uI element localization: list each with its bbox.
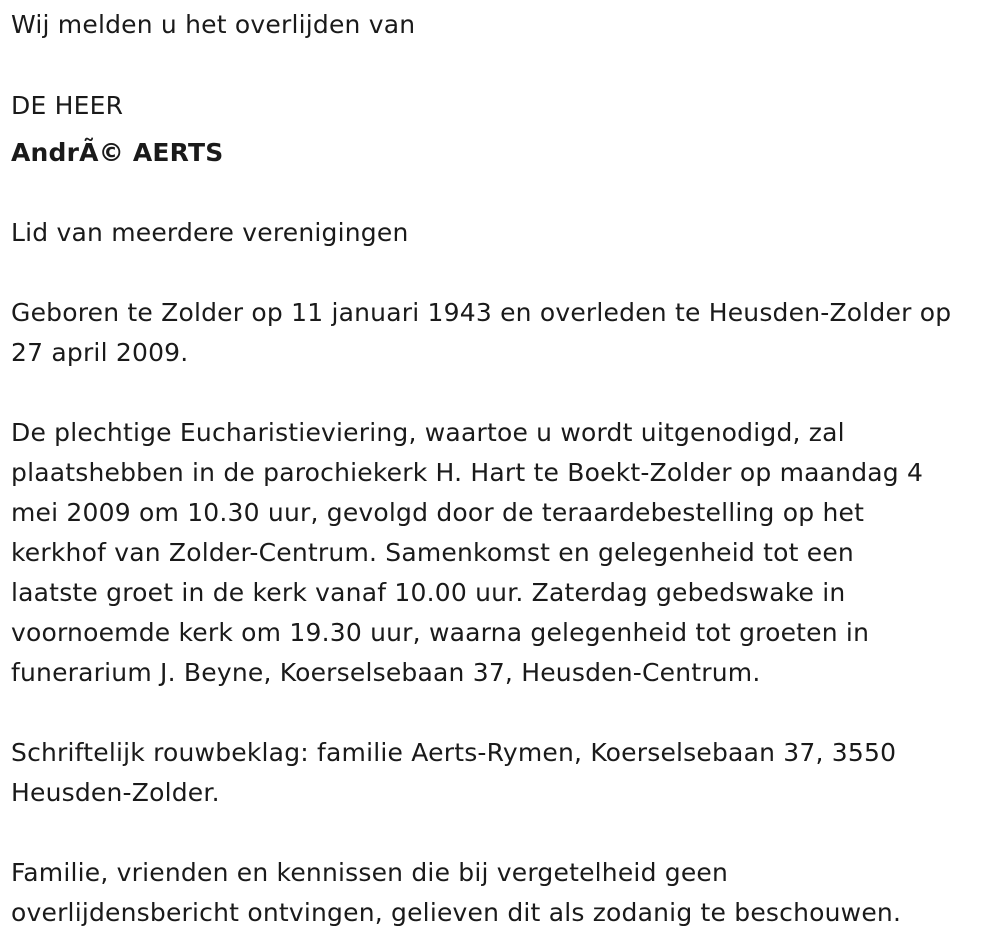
condolences-line: Schriftelijk rouwbeklag: familie Aerts-Rymen, Koerselsebaan 37, 3550: [11, 738, 897, 767]
ceremony-line: mei 2009 om 10.30 uur, gevolgd door de teraardebestelling op het: [11, 498, 865, 527]
intro-text: Wij melden u het overlijden van: [11, 10, 416, 39]
condolences-line: Heusden-Zolder.: [11, 778, 220, 807]
ceremony-line: De plechtige Eucharistieviering, waartoe u wordt uitgenodigd, zal: [11, 418, 845, 447]
ceremony-line: plaatshebben in de parochiekerk H. Hart te Boekt-Zolder op maandag 4: [11, 458, 924, 487]
title-text: DE HEER: [11, 91, 124, 120]
ceremony-line: voornoemde kerk om 19.30 uur, waarna gelegenheid tot groeten in: [11, 618, 870, 647]
ceremony-line: kerkhof van Zolder-Centrum. Samenkomst en gelegenheid tot een: [11, 538, 854, 567]
closing-line: overlijdensbericht ontvingen, gelieven dit als zodanig te beschouwen.: [11, 898, 902, 927]
deceased-name: AndrÃ© AERTS: [11, 138, 224, 167]
birth-death-line: Geboren te Zolder op 11 januari 1943 en overleden te Heusden-Zolder op: [11, 298, 952, 327]
birth-death-line: 27 april 2009.: [11, 338, 189, 367]
membership-text: Lid van meerdere verenigingen: [11, 218, 409, 247]
ceremony-line: laatste groet in de kerk vanaf 10.00 uur. Zaterdag gebedswake in: [11, 578, 846, 607]
ceremony-line: funerarium J. Beyne, Koerselsebaan 37, Heusden-Centrum.: [11, 658, 761, 687]
closing-line: Familie, vrienden en kennissen die bij vergetelheid geen: [11, 858, 729, 887]
